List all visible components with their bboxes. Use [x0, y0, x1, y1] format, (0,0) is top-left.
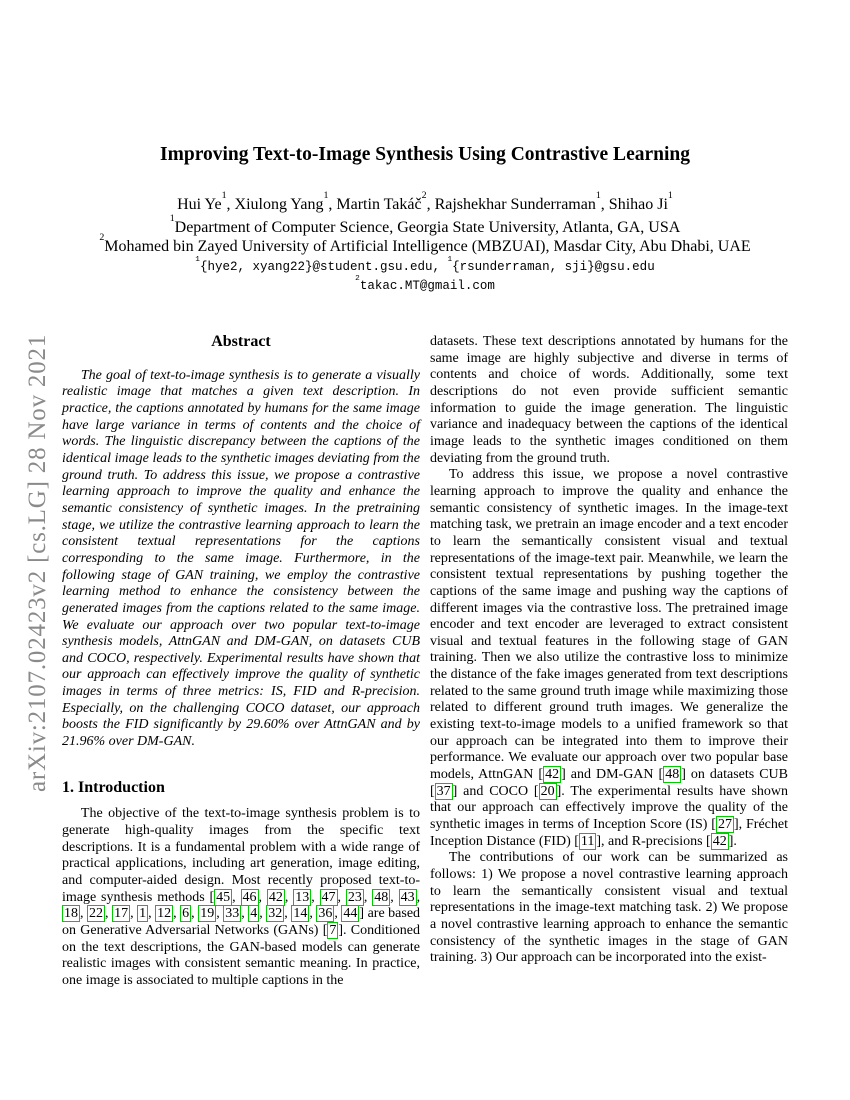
superscript: 2: [355, 275, 360, 284]
affiliation-2: $^2$Mohamed bin Zayed University of Artificial Intelligence (MBZUAI), Masdar City, Abu Dhabi, UAE: [99, 232, 751, 255]
citation-link[interactable]: 6: [182, 906, 190, 922]
arxiv-watermark: arXiv:2107.02423v2 [cs.LG] 28 Nov 2021: [24, 333, 51, 792]
citation-link[interactable]: 43: [400, 889, 415, 905]
citation-link[interactable]: 13: [295, 889, 310, 905]
citation-link[interactable]: 42: [712, 833, 727, 849]
citation-link[interactable]: 7: [329, 923, 337, 938]
citation-link[interactable]: 46: [242, 889, 257, 905]
right-paragraph-3: The contributions of our work can be summarized as follows: 1) We propose a novel contrastive learning approach to learn the semantically consistent visual and textual representations in the image-text matching task. 2) We propose a novel contrastive learning approach to enhance the semantic consistency of the synthetic images in the stage of GAN training. 3) Our approach can be incorporated into the exist-: [430, 850, 788, 966]
citation-link[interactable]: 14: [293, 906, 308, 922]
superscript: 1: [169, 213, 175, 225]
superscript: 1: [667, 190, 673, 202]
superscript: 1: [447, 256, 453, 265]
affiliation-1: $^1$Department of Computer Science, Georgia State University, Atlanta, GA, USA: [169, 213, 681, 236]
paper-title: Improving Text-to-Image Synthesis Using Contrastive Learning: [160, 144, 690, 165]
superscript: 1: [323, 190, 329, 202]
citation-link[interactable]: 11: [580, 833, 595, 849]
superscript: 1: [595, 190, 601, 202]
two-column-body: [62, 334, 788, 990]
citation-link[interactable]: 18: [64, 906, 78, 922]
abstract-text: The goal of text-to-image synthesis is to generate a visually realistic image that matches a given text description. In practice, the captions annotated by humans for the same image have large variance in terms of contents and the choice of words. The linguistic discrepancy between the captions of the identical image leads to the synthetic images deviating from the ground truth. To address this issue, we propose a contrastive learning approach to improve the quality and enhance the semantic consistency of synthetic images. In the pretraining stage, we utilize the contrastive learning approach to learn the consistent textual representations for the captions corresponding to the same image. Furthermore, in the following stage of GAN training, we employ the contrastive learning method to enhance the consistency between the generated images from the captions related to the same image. We evaluate our approach over two popular text-to-image synthesis models, AttnGAN and DM-GAN, on datasets CUB and COCO, respectively. Experimental results have shown that our approach can effectively improve the quality of synthetic images in terms of three metrics: IS, FID and R-precision. Especially, on the challenging COCO dataset, our approach boosts the FID significantly by 29.60% over AttnGAN and by 21.96% over DM-GAN.: [62, 367, 420, 750]
citation-link[interactable]: 37: [436, 783, 451, 799]
citation-link[interactable]: 47: [321, 889, 336, 905]
abstract-heading: Abstract: [211, 333, 271, 350]
introduction-heading: 1. Introduction: [62, 778, 165, 796]
citation-link[interactable]: 36: [318, 906, 333, 922]
superscript: 1: [221, 190, 227, 202]
citation-link[interactable]: 12: [157, 906, 172, 922]
citation-link[interactable]: 19: [200, 906, 215, 922]
citation-link[interactable]: 32: [268, 906, 283, 922]
superscript: 2: [421, 190, 427, 202]
intro-paragraph: The objective of the text-to-image synthesis problem is to generate high-quality images from the specific text descriptions. It is a fundamental problem with a wide range of practical applications, including art generation, image editing, and computer-aided design. Most recently proposed text-to-image synthesis methods [ 45 , 46 , 42 , 13 , 47 , 23 , 48 , 43 , 18 , 22 , 17 , 1 , 12 , 6 , 19 , 33 , 4 , 32 , 14 , 36 , 44 ] are based on Generative Adversarial Networks (GANs) [ 7 ]. Conditioned on the text descriptions, the GAN-based models can generate realistic images with consistent semantic meaning. In practice, one image is associated to multiple captions in the: [62, 806, 421, 988]
left-column: [62, 334, 420, 990]
right-paragraph-2: To address this issue, we propose a novel contrastive learning approach to improve the quality and enhance the semantic consistency of synthetic images. In the image-text matching task, we pretrain an image encoder and a text encoder to learn the semantically consistent visual and textual representations of the image-text pair. Meanwhile, we learn the consistent textual representations by pushing together the captions of the same image and pushing way the captions of different images via the contrastive loss. The pretrained image encoder and text encoder are leveraged to extract consistent visual and textual features in the following stage of GAN training. Then we also utilize the contrastive loss to minimize the distance of the fake images generated from text descriptions related to the same ground truth image while maximizing those related to different ground truth images. We generalize the existing text-to-image models to a unified framework so that our approach can be integrated into them to improve their performance. We evaluate our approach over two popular base models, AttnGAN [ 42 ] and DM-GAN [ 48 ] on datasets CUB [ 37 ] and COCO [ 20 ]. The experimental results have shown that our approach can effectively improve the quality of the synthetic images in terms of Inception Score (IS) [ 27 ], Fréchet Inception Distance (FID) [ 11 ], and R-precisions [ 42 ].: [430, 467, 789, 849]
author-line: Hui Ye$^1$, Xiulong Yang$^1$, Martin Takáč$^2$, Rajshekhar Sunderraman$^1$, Shihao Ji$^1$: [177, 190, 673, 213]
superscript: 1: [195, 256, 200, 265]
citation-link[interactable]: 42: [268, 889, 283, 905]
citation-link[interactable]: 22: [89, 906, 104, 922]
citation-link[interactable]: 20: [540, 783, 555, 799]
citation-link[interactable]: 27: [717, 817, 732, 833]
citation-link[interactable]: 44: [343, 906, 358, 922]
citation-link[interactable]: 23: [347, 889, 362, 905]
email-line-1: $^1${hye2, xyang22}@student.gsu.edu, $^1${rsunderraman, sji}@gsu.edu: [195, 256, 655, 274]
email-line-2: $^2$takac.MT@gmail.com: [355, 275, 495, 293]
citation-link[interactable]: 42: [545, 767, 560, 783]
citation-link[interactable]: 48: [374, 889, 389, 905]
citation-link[interactable]: 4: [250, 906, 258, 922]
citation-link[interactable]: 45: [216, 889, 231, 905]
citation-link[interactable]: 33: [225, 906, 240, 922]
right-paragraph-1: datasets. These text descriptions annotated by humans for the same image are highly subjective and diverse in terms of contents and choice of words. Additionally, some text descriptions do not even provide sufficient semantic information to guide the image generation. The linguistic variance and inadequacy between the captions of the identical image leads to the synthetic images conditioned on them deviating from the ground truth.: [430, 334, 788, 466]
superscript: 2: [99, 232, 105, 244]
citation-link[interactable]: 17: [114, 906, 129, 922]
right-column: [430, 334, 788, 990]
citation-link[interactable]: 1: [139, 906, 147, 922]
citation-link[interactable]: 48: [665, 767, 680, 783]
